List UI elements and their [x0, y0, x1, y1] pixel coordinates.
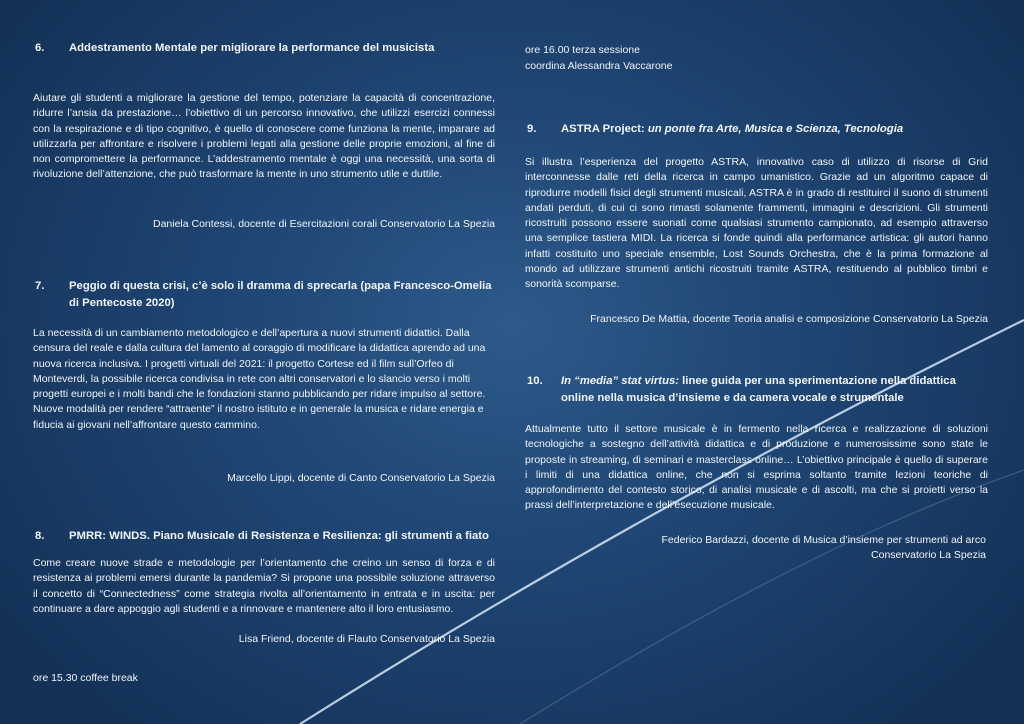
section-10-signature: [525, 533, 988, 564]
section-9-body: Si illustra l’esperienza del progetto ASTRA, innovativo caso di utilizzo di risorse di Grid interconnesse dalle reti della ricerca in campo umanistico. Grazie ad un algoritmo capace di riprodurre modelli fisici degli strumenti musicali, ASTRA è in grado di restituirci il suono di strumenti andati perduti, di cui ci sono rimasti solamente frammenti, immagini e descrizioni. Gli strumenti ricostruiti possono essere suonati come qualsiasi strumento campionato, ad esempio attraverso una semplice tastiera MIDI. La ricerca si fonde quindi alla performance artistica: gli autori hanno infatti costituito uno speciale ensemble, Lost Sounds Orchestra, che è la prima formazione al mondo ad utilizzare strumenti antichi ricostruiti tramite ASTRA, restituendo al pubblico timbri e sonorità scomparse.: [525, 156, 988, 291]
section-number: 6.: [35, 42, 45, 54]
section-8-signature: Lisa Friend, docente di Flauto Conservatorio La Spezia: [238, 633, 495, 645]
session-time: ore 16.00 terza sessione: [525, 44, 640, 56]
signature-line-2: Conservatorio La Spezia: [871, 549, 986, 562]
section-number: 8.: [35, 530, 45, 542]
section-title: Peggio di questa crisi, c’è solo il dramma di sprecarla (papa Francesco-Omelia di Pentecoste 2020): [69, 280, 492, 309]
section-10-heading: [525, 373, 988, 407]
section-7-heading: [33, 278, 495, 312]
section-number: 7.: [35, 280, 45, 292]
section-6-signature: Daniela Contessi, docente di Esercitazioni corali Conservatorio La Spezia: [152, 218, 495, 230]
section-9-heading: [525, 121, 988, 138]
section-title: [561, 121, 988, 138]
section-9-signature: Francesco De Mattia, docente Teoria analisi e composizione Conservatorio La Spezia: [590, 313, 988, 325]
section-number: 10.: [527, 375, 543, 387]
section-7-body: La necessità di un cambiamento metodologico e dell’apertura a nuovi strumenti didattici. Dalla censura del reale e dalla cultura del lamento al coraggio di modificare la didattica aprendo ad una nuova ricerca inclusiva. I progetti virtuali del 2021: il progetto Cortese ed il film sull’Orfeo di Monteverdi, la possibile ricerca condivisa in rete con altri conservatori e lo slancio verso i molti progetti europei e i molti bandi che le fondazioni stanno pubblicando per ridare impulso al settore. Nuove modalità per rendere “attraente” il nostro istituto e in generale la musica e ridare energia e fiducia ai giovani nell’affrontare questo cammino.: [33, 327, 486, 431]
title-italic: In “media” stat virtus:: [561, 375, 680, 387]
section-6-body: Aiutare gli studenti a migliorare la gestione del tempo, potenziare la capacità di concentrazione, ridurre l’ansia da prestazione… l’obiettivo di un percorso innovativo, che utilizzi esercizi connessi con la respirazione e di tipo cognitivo, è quello di conoscere come funziona la mente, imparare ad utilizzarla per affrontare e risolvere i problemi legati alla gestione delle proprie emozioni, al fine di non compromettere la performance. L’addestramento mentale è oggi una necessità, una sorta di rivoluzione dell’attenzione, che può trasformare la mente in uno strumento utile e duttile.: [33, 92, 495, 181]
session-coordinator: coordina Alessandra Vaccarone: [525, 60, 673, 72]
section-title: Addestramento Mentale per migliorare la performance del musicista: [69, 42, 435, 54]
section-10-body: Attualmente tutto il settore musicale è in fermento nella ricerca e realizzazione di soluzioni tecnologiche a sostegno dell’attività didattica e di produzione e numerosissime sono state le proposte in streaming, di seminari e masterclass online… L’obiettivo principale è quello di superare i limiti di una didattica online, che non si esprima soltanto tramite lezioni teoriche di approfondimento del contesto storico, di analisi musicale e di ascolti, ma che si proietti verso la prassi dell’interpretazione e dell’esecuzione musicale.: [525, 423, 988, 512]
title-italic: un ponte fra Arte, Musica e Scienza, Tecnologia: [647, 123, 904, 135]
section-title: PMRR: WINDS. Piano Musicale di Resistenza e Resilienza: gli strumenti a fiato: [69, 530, 489, 542]
title-plain: ASTRA Project:: [561, 123, 648, 135]
section-number: 9.: [527, 123, 537, 135]
section-8-body: Come creare nuove strade e metodologie per l’orientamento che creino un senso di forza e di resistenza ai problemi emersi durante la pandemia? Si propone una possibile soluzione attraverso il concetto di “Connectedness” come strategia rivolta all’orientamento in entrata e in uscita: per continuare a dare appoggio agli studenti e a rinnovare e mantenere alto il loro entusiasmo.: [33, 557, 495, 615]
signature-line-1: Federico Bardazzi, docente di Musica d’insieme per strumenti ad arco: [661, 534, 986, 546]
title-plain: linee guida per una sperimentazione nella didattica online nella musica d’insieme e da camera vocale e strumentale: [561, 375, 956, 404]
section-title: [561, 373, 988, 407]
coffee-break: ore 15.30 coffee break: [33, 672, 138, 684]
section-8-heading: [33, 528, 495, 545]
section-7-signature: Marcello Lippi, docente di Canto Conservatorio La Spezia: [227, 472, 495, 484]
section-6-heading: [33, 40, 495, 57]
